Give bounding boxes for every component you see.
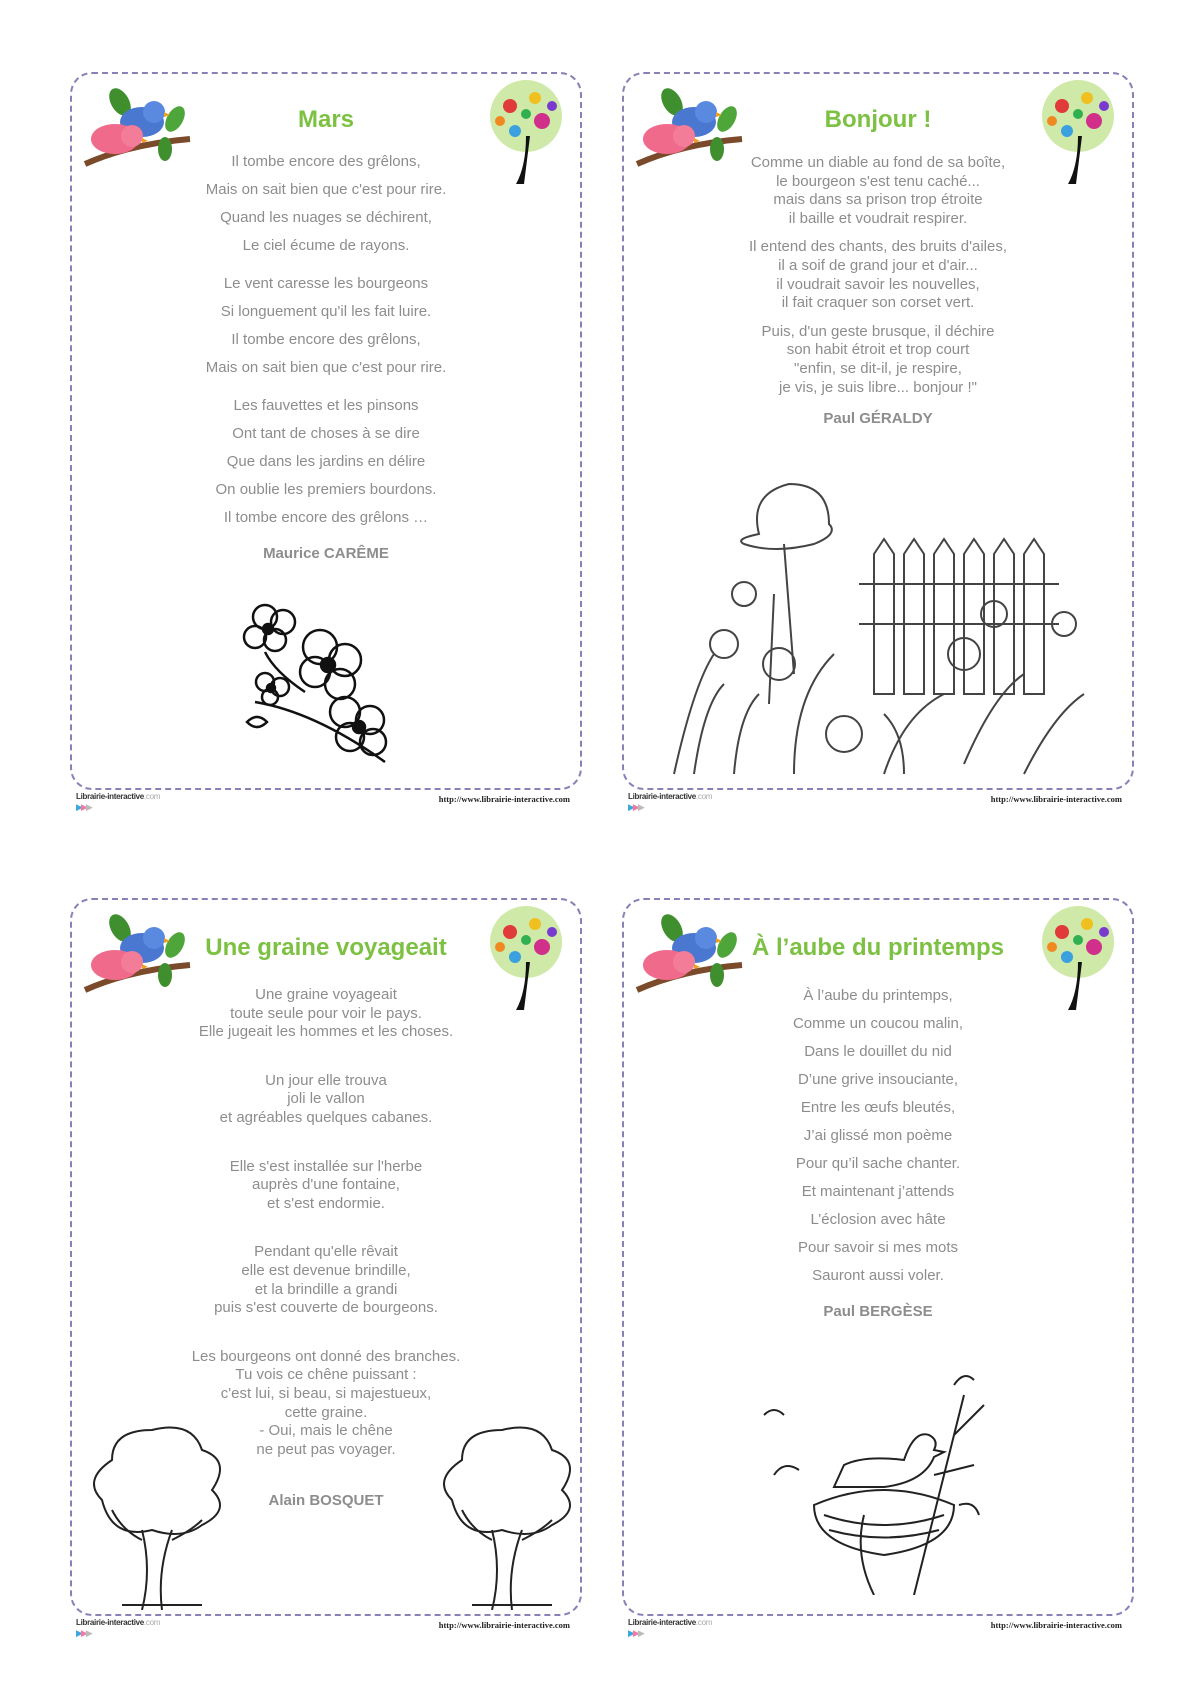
poem-line: Que dans les jardins en délire: [226, 453, 426, 470]
flower-tree-icon: [480, 902, 572, 1012]
poem-line: Les fauvettes et les pinsons: [233, 397, 419, 414]
poem-stanza: [132, 1243, 520, 1317]
poem-line: Un jour elle trouva: [265, 1071, 387, 1089]
poem-stanza: [684, 982, 1072, 1290]
poem-stanza: [132, 392, 520, 532]
poem-line: À l’aube du printemps,: [803, 987, 953, 1004]
poem-line: puis s'est couverte de bourgeons.: [214, 1299, 438, 1317]
logo-suffix: .com: [143, 792, 161, 801]
card-title: Une graine voyageait: [205, 934, 447, 961]
poem-line: Ont tant de choses à se dire: [232, 425, 420, 442]
poem-stanza: [132, 270, 520, 382]
logo-arrows-icon: ▶▶▶: [76, 1628, 91, 1638]
poem-author: Maurice CARÊME: [263, 545, 389, 562]
poem-stanza: [132, 1158, 520, 1214]
poem-line: il a soif de grand jour et d'air...: [778, 256, 978, 274]
poem-line: elle est devenue brindille,: [241, 1261, 411, 1279]
poem-line: Il entend des chants, des bruits d'ailes,: [748, 238, 1008, 256]
birds-on-branch-icon: [632, 84, 747, 174]
poem-line: mais dans sa prison trop étroite: [773, 191, 983, 209]
card-footer: [622, 1618, 1134, 1640]
poem-line: Pendant qu'elle rêvait: [254, 1243, 398, 1261]
poem-card-mars: [70, 72, 582, 790]
poem-line: Il tombe encore des grêlons,: [231, 153, 421, 170]
poem-line: Puis, d'un geste brusque, il déchire: [761, 322, 995, 340]
birds-on-branch-icon: [80, 910, 195, 1000]
logo-arrows-icon: ▶▶▶: [628, 802, 643, 812]
logo-text: Librairie-interactive: [628, 1618, 696, 1627]
poem-line: Il tombe encore des grêlons …: [223, 509, 429, 526]
poem-text: [684, 154, 1072, 431]
poem-text: [132, 148, 520, 566]
poem-line: et la brindille a grandi: [254, 1280, 398, 1298]
poem-line: Mais on sait bien que c'est pour rire.: [205, 359, 447, 376]
librairie-logo: [628, 1618, 712, 1627]
poem-line: Pour savoir si mes mots: [797, 1239, 959, 1256]
website-link[interactable]: http://www.librairie-interactive.com: [438, 794, 570, 804]
website-link[interactable]: http://www.librairie-interactive.com: [438, 1620, 570, 1630]
birds-on-branch-icon: [80, 84, 195, 174]
poem-line: Entre les œufs bleutés,: [800, 1099, 956, 1116]
poem-card-aube-printemps: [622, 898, 1134, 1616]
poem-line: Comme un coucou malin,: [792, 1015, 964, 1032]
garden-fence-illustration: [664, 474, 1104, 784]
poem-author: Paul BERGÈSE: [823, 1303, 933, 1320]
bird-nest-illustration: [754, 1355, 994, 1595]
poem-line: Si longuement qu'il les fait luire.: [220, 303, 432, 320]
poem-line: le bourgeon s'est tenu caché...: [776, 172, 980, 190]
poem-stanza: [684, 238, 1072, 312]
logo-suffix: .com: [143, 1618, 161, 1627]
poem-line: son habit étroit et trop court: [786, 341, 970, 359]
poem-line: Les bourgeons ont donné des branches.: [191, 1347, 461, 1365]
poem-author: Alain BOSQUET: [268, 1492, 384, 1510]
poem-line: Une graine voyageait: [255, 986, 397, 1003]
poem-line: J’ai glissé mon poème: [803, 1127, 953, 1144]
card-title: Bonjour !: [824, 106, 932, 133]
logo-text: Librairie-interactive: [628, 792, 696, 801]
card-title: Mars: [297, 106, 355, 133]
poem-line: c'est lui, si beau, si majestueux,: [220, 1384, 432, 1402]
logo-suffix: .com: [695, 792, 713, 801]
poem-line: Mais on sait bien que c'est pour rire.: [205, 181, 447, 198]
poem-line: il voudrait savoir les nouvelles,: [776, 275, 980, 293]
poem-line: Elle jugeait les hommes et les choses.: [198, 1023, 454, 1041]
logo-arrows-icon: ▶▶▶: [76, 802, 91, 812]
logo-text: Librairie-interactive: [76, 792, 144, 801]
flower-tree-icon: [1032, 902, 1124, 1012]
poem-line: Tu vois ce chêne puissant :: [235, 1366, 417, 1384]
birds-on-branch-icon: [632, 910, 747, 1000]
poem-line: Elle s'est installée sur l'herbe: [229, 1157, 423, 1175]
librairie-logo: [76, 792, 160, 801]
poem-line: il fait craquer son corset vert.: [781, 294, 975, 312]
poem-author: Paul GÉRALDY: [823, 410, 933, 428]
logo-text: Librairie-interactive: [76, 1618, 144, 1627]
poem-stanza: [684, 323, 1072, 397]
card-footer: [622, 792, 1134, 814]
poem-line: je vis, je suis libre... bonjour !": [779, 378, 977, 396]
poem-line: ne peut pas voyager.: [256, 1440, 396, 1458]
poem-line: - Oui, mais le chêne: [259, 1422, 393, 1440]
card-footer: [70, 792, 582, 814]
poem-line: toute seule pour voir le pays.: [230, 1004, 422, 1022]
poem-line: On oublie les premiers bourdons.: [215, 481, 437, 498]
poem-text: [684, 982, 1072, 1324]
poem-line: Comme un diable au fond de sa boîte,: [750, 154, 1006, 171]
librairie-logo: [628, 792, 712, 801]
card-title: À l’aube du printemps: [751, 934, 1005, 961]
poem-line: "enfin, se dit-il, je respire,: [794, 359, 962, 377]
poem-line: Pour qu’il sache chanter.: [795, 1155, 961, 1172]
poem-line: Sauront aussi voler.: [812, 1267, 944, 1284]
librairie-logo: [76, 1618, 160, 1627]
poem-line: et agréables quelques cabanes.: [219, 1108, 433, 1126]
poem-line: Il tombe encore des grêlons,: [231, 331, 421, 348]
poem-line: et s'est endormie.: [267, 1194, 385, 1212]
poem-line: Dans le douillet du nid: [804, 1043, 952, 1060]
poem-line: il baille et voudrait respirer.: [788, 209, 968, 227]
flower-tree-icon: [480, 76, 572, 186]
poem-line: Et maintenant j’attends: [801, 1183, 955, 1200]
poem-line: D’une grive insouciante,: [797, 1071, 959, 1088]
flower-tree-icon: [1032, 76, 1124, 186]
card-footer: [70, 1618, 582, 1640]
oak-tree-illustration-left: [82, 1410, 222, 1610]
poem-stanza: [132, 1072, 520, 1128]
poem-line: Le ciel écume de rayons.: [242, 237, 410, 254]
oak-tree-illustration-right: [432, 1410, 572, 1610]
poem-line: cette graine.: [284, 1403, 368, 1421]
poem-line: Le vent caresse les bourgeons: [223, 275, 429, 292]
poem-line: joli le vallon: [287, 1090, 365, 1108]
website-link[interactable]: http://www.librairie-interactive.com: [990, 794, 1122, 804]
poem-card-une-graine: [70, 898, 582, 1616]
poem-line: auprès d'une fontaine,: [252, 1176, 400, 1194]
poem-line: L’éclosion avec hâte: [810, 1211, 946, 1228]
website-link[interactable]: http://www.librairie-interactive.com: [990, 1620, 1122, 1630]
poem-line: Quand les nuages se déchirent,: [220, 209, 432, 226]
logo-arrows-icon: ▶▶▶: [628, 1628, 643, 1638]
poem-card-bonjour: [622, 72, 1134, 790]
logo-suffix: .com: [695, 1618, 713, 1627]
blossom-branch-illustration: [235, 592, 415, 772]
